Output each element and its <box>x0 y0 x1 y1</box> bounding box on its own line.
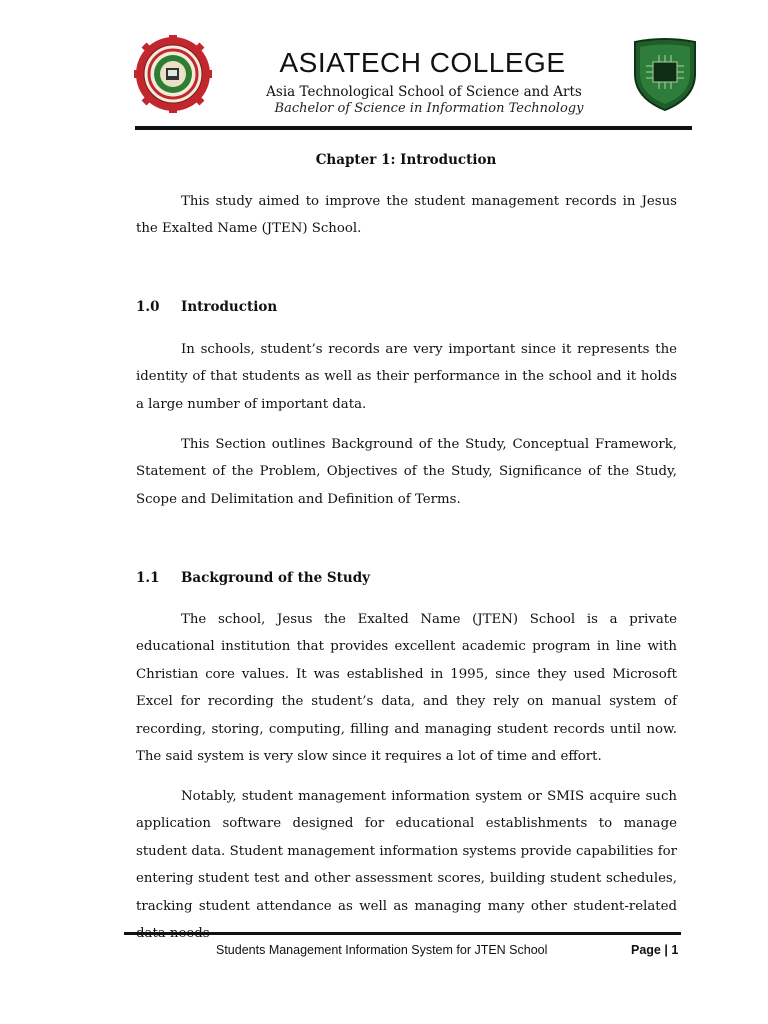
section-title: Introduction <box>181 299 278 315</box>
footer-divider <box>124 932 681 935</box>
program-name: Bachelor of Science in Information Technology <box>274 101 584 116</box>
paragraph: This Section outlines Background of the Study, Conceptual Framework, Statement of the Problem, Objectives of the Study, Significance of the Study, Scope and Delimitation and Definition of Terms. <box>136 437 677 507</box>
section-title: Background of the Study <box>181 570 370 586</box>
chapter-title: Chapter 1: Introduction <box>315 152 497 168</box>
paragraph: The school, Jesus the Exalted Name (JTEN) School is a private educational institution that provides excellent academic program in line with Christian core values. It was established in 1995, since they used Microsoft Excel for recording the student’s data, and they rely on manual system of recording, storing, computing, filling and managing student records until now. The said system is very slow since it requires a lot of time and effort. <box>136 612 677 765</box>
header-divider <box>135 126 692 130</box>
paragraph: Notably, student management information system or SMIS acquire such application software designed for educational establishments to manage student data. Student management information systems provide capabilities for entering student test and other assessment scores, building student schedules, tracking student attendance as well as managing many other student-related <box>136 789 677 914</box>
section-number: 1.0 <box>136 299 160 315</box>
section-heading-1-0 <box>136 299 277 315</box>
section-number: 1.1 <box>136 570 160 586</box>
page-number: Page | 1 <box>631 943 679 957</box>
school-name: Asia Technological School of Science and Arts <box>266 84 582 100</box>
section-heading-1-1 <box>136 570 370 586</box>
intro-paragraph: This study aimed to improve the student management records in Jesus the Exalted Name (JTEN) School. <box>136 194 677 237</box>
paragraph: In schools, student’s records are very important since it represents the identity of that students as well as their performance in the school and it holds a large number of important data. <box>136 342 677 412</box>
college-name: ASIATECH COLLEGE <box>279 47 566 78</box>
footer-title: Students Management Information System for JTEN School <box>216 943 548 957</box>
it-shield-logo <box>632 38 698 112</box>
